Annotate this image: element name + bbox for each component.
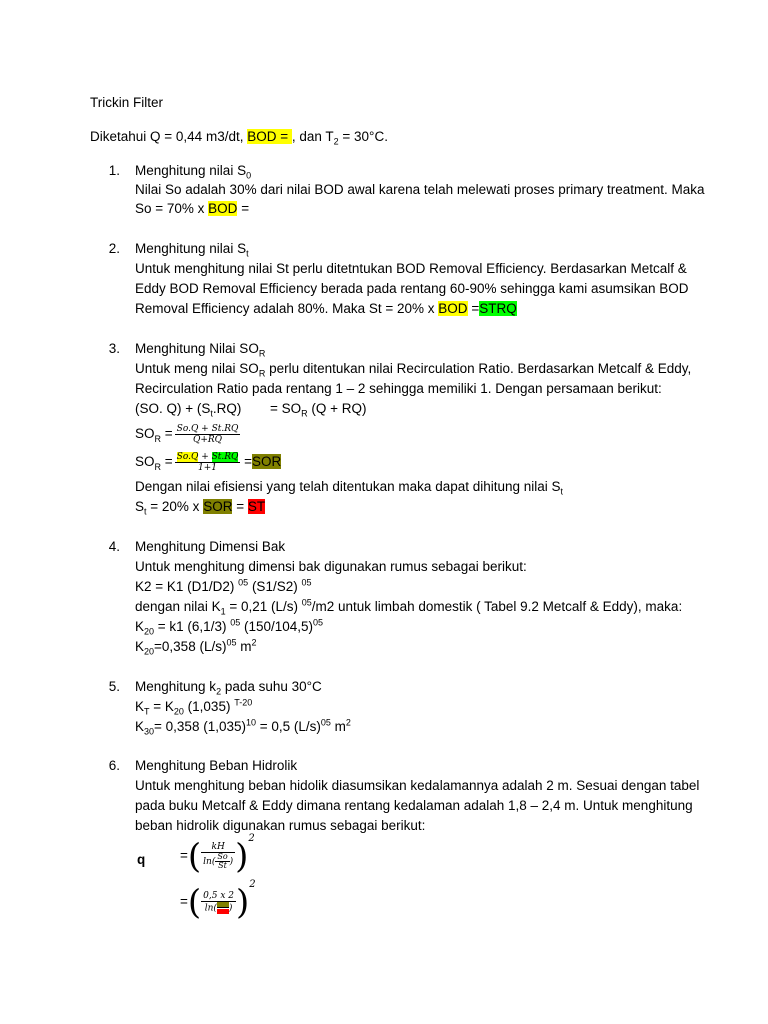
text: dengan nilai K — [135, 599, 221, 614]
superscript: 05 — [230, 617, 241, 628]
superscript: 05 — [301, 577, 312, 588]
text: ln( — [203, 857, 216, 868]
text: = — [232, 499, 248, 514]
paragraph-line: pada buku Metcalf & Eddy dimana rentang kedalaman adalah 1,8 – 2,4 m. Untuk menghitung — [135, 798, 693, 813]
text: = 20% x — [146, 499, 204, 514]
intro-text-c: = 30°C. — [338, 129, 388, 144]
strq-highlight: STRQ — [479, 301, 517, 316]
equals-sign: = — [180, 848, 188, 863]
text: Untuk meng nilai SO — [135, 361, 259, 376]
equation-rhs — [270, 400, 367, 418]
bod-highlight: BOD — [438, 301, 468, 316]
subscript: R — [301, 408, 308, 419]
st-highlight-block — [217, 909, 229, 914]
fraction — [175, 452, 241, 473]
subscript: 30 — [144, 726, 155, 737]
section-heading — [135, 162, 251, 180]
text: K — [135, 619, 145, 634]
section-heading — [135, 678, 322, 696]
text: So = 70% x — [135, 201, 209, 216]
superscript: 05 — [320, 717, 331, 728]
section-number: 4. — [108, 539, 120, 554]
doc-title: Trickin Filter — [90, 95, 163, 110]
fraction-denominator: St — [218, 861, 227, 871]
hydraulic-equation-1 — [180, 832, 255, 877]
fraction-denominator — [201, 902, 236, 914]
superscript: 2 — [251, 637, 257, 648]
text: = k1 (6,1/3) — [154, 619, 231, 634]
paragraph-line: Untuk menghitung beban hidolik diasumsikan kedalamannya adalah 2 m. Sesuai dengan tabel — [135, 778, 700, 793]
equation-line — [135, 698, 252, 716]
text: m — [236, 639, 252, 654]
text: = 0,358 (1,035) — [154, 719, 246, 734]
paragraph-line: Untuk menghitung dimensi bak digunakan rumus sebagai berikut: — [135, 559, 527, 574]
paragraph-line: Recirculation Ratio pada rentang 1 – 2 sehingga memiliki 1. Dengan persamaan berikut: — [135, 381, 662, 396]
section-heading — [135, 240, 249, 258]
text: K — [135, 639, 145, 654]
text: Dengan nilai efisiensi yang telah ditentukan maka dapat dihitung nilai S — [135, 479, 561, 494]
heading-text: Menghitung Nilai SO — [135, 341, 259, 356]
equation-line — [135, 638, 256, 656]
intro-line — [90, 128, 388, 146]
text: = 0,5 (L/s) — [256, 719, 321, 734]
paragraph-line — [135, 478, 563, 496]
intro-text: Diketahui Q = 0,44 m3/dt, — [90, 129, 248, 144]
paragraph-line: Untuk menghitung nilai St perlu ditetntukan BOD Removal Efficiency. Berdasarkan Metcalf & — [135, 261, 687, 276]
exponent: 2 — [249, 878, 256, 890]
q-symbol: q — [137, 852, 146, 867]
subscript: 0 — [246, 170, 252, 181]
superscript: 10 — [245, 717, 256, 728]
equation-line — [135, 618, 323, 636]
so-highlight-block — [217, 902, 229, 908]
fraction — [201, 842, 235, 870]
paragraph-line: Nilai So adalah 30% dari nilai BOD awal karena telah melewati proses primary treatment. Maka — [135, 182, 705, 197]
paragraph-line — [135, 360, 691, 378]
section-number: 6. — [108, 758, 120, 773]
section-number: 5. — [108, 679, 120, 694]
subscript: t — [246, 248, 249, 259]
subscript: 2 — [216, 686, 222, 697]
paragraph-line — [135, 300, 517, 318]
subscript: 20 — [144, 626, 155, 637]
superscript: 05 — [238, 577, 249, 588]
text: =0,358 (L/s) — [154, 639, 227, 654]
equation-sor-2 — [135, 452, 281, 473]
superscript: T-20 — [234, 697, 253, 708]
text: ) — [229, 857, 234, 868]
subscript: R — [154, 461, 162, 472]
right-paren: ) — [236, 882, 250, 923]
subscript: R — [154, 433, 162, 444]
so-highlight: So.Q — [176, 452, 199, 462]
text: K — [135, 719, 145, 734]
text: K — [135, 699, 145, 714]
equation-line — [135, 718, 351, 736]
subscript: T — [144, 706, 150, 717]
fraction-numerator — [175, 452, 241, 463]
equation-sor-1 — [135, 424, 240, 445]
text: (Q + RQ) — [307, 401, 367, 416]
sor-highlight: SOR — [203, 499, 233, 514]
heading-text: pada suhu 30°C — [221, 679, 322, 694]
inner-fraction — [215, 853, 229, 870]
paragraph-line — [135, 498, 265, 516]
text: m — [330, 719, 346, 734]
fraction-numerator: So.Q + St.RQ — [176, 424, 239, 434]
section-heading — [135, 340, 265, 358]
left-paren: ( — [187, 836, 202, 877]
text: .RQ) — [212, 401, 242, 416]
hydraulic-equation-2 — [180, 878, 256, 923]
fraction-numerator: 0,5 x 2 — [203, 890, 234, 901]
subscript: R — [258, 348, 266, 359]
subscript: 1 — [220, 606, 226, 617]
bod-highlight: BOD = — [247, 129, 292, 144]
left-paren: ( — [187, 882, 202, 923]
text: ln( — [204, 903, 217, 914]
paragraph-line: Eddy BOD Removal Efficiency berada pada rentang 60-90% sehingga kami asumsikan BOD — [135, 281, 689, 296]
section-heading: Menghitung Beban Hidrolik — [135, 758, 298, 773]
text: perlu ditentukan nilai Recirculation Ratio. Berdasarkan Metcalf & Eddy, — [265, 361, 692, 376]
subscript: R — [258, 368, 266, 379]
text: (S1/S2) — [248, 579, 302, 594]
equals-sign: = — [180, 894, 188, 909]
fraction-denominator — [201, 853, 235, 870]
text: + — [198, 452, 212, 462]
fraction — [201, 891, 236, 914]
text: Removal Efficiency adalah 80%. Maka St = 20% x — [135, 301, 439, 316]
text: = 0,21 (L/s) — [225, 599, 302, 614]
text: = SO — [270, 401, 302, 416]
right-paren: ) — [235, 836, 249, 877]
text: (150/104,5) — [240, 619, 314, 634]
subscript: 20 — [173, 706, 184, 717]
intro-text-b: , dan T — [291, 129, 334, 144]
text: = — [240, 454, 253, 470]
paragraph-line — [135, 200, 249, 218]
heading-text: Menghitung k — [135, 679, 217, 694]
text: = K — [149, 699, 174, 714]
text: (1,035) — [183, 699, 235, 714]
st-highlight: ST — [247, 499, 266, 514]
superscript: 05 — [313, 617, 324, 628]
section-number: 3. — [108, 341, 120, 356]
section-heading: Menghitung Dimensi Bak — [135, 539, 286, 554]
text: = — [161, 426, 173, 442]
paragraph-line — [135, 598, 682, 616]
superscript: 05 — [226, 637, 237, 648]
text: SO — [135, 426, 155, 442]
text: (SO. Q) + (S — [135, 401, 211, 416]
text: = — [237, 201, 250, 216]
paragraph-line: beban hidrolik digunakan rumus sebagai berikut: — [135, 818, 426, 833]
subscript: t — [210, 408, 213, 419]
text: = — [161, 454, 173, 470]
text: ) — [228, 903, 233, 914]
equation-line — [135, 578, 311, 596]
text: K2 = K1 (D1/D2) — [135, 579, 239, 594]
fraction-denominator: Q+RQ — [192, 435, 223, 445]
text: S — [135, 499, 145, 514]
fraction-numerator: kH — [201, 842, 235, 853]
superscript: 2 — [345, 717, 351, 728]
superscript: 05 — [301, 597, 312, 608]
text: = — [467, 301, 480, 316]
equation-line — [135, 400, 241, 418]
subscript: 20 — [144, 646, 155, 657]
subscript: 2 — [333, 136, 339, 147]
exponent: 2 — [248, 832, 255, 844]
fraction-denominator: 1+1 — [198, 463, 218, 473]
st-highlight: St.RQ — [211, 452, 239, 462]
text: /m2 untuk limbah domestik ( Tabel 9.2 Metcalf & Eddy), maka: — [311, 599, 683, 614]
subscript: t — [560, 486, 564, 497]
fraction — [175, 424, 241, 445]
inner-fraction — [217, 902, 229, 914]
subscript: t — [144, 506, 147, 517]
heading-text: Menghitung nilai S — [135, 241, 247, 256]
bod-highlight: BOD — [208, 201, 238, 216]
text: SO — [135, 454, 155, 470]
section-number: 2. — [108, 241, 120, 256]
heading-text: Menghitung nilai S — [135, 163, 247, 178]
sor-highlight: SOR — [252, 454, 282, 470]
section-number: 1. — [108, 163, 120, 178]
fraction-numerator: So — [217, 852, 228, 862]
